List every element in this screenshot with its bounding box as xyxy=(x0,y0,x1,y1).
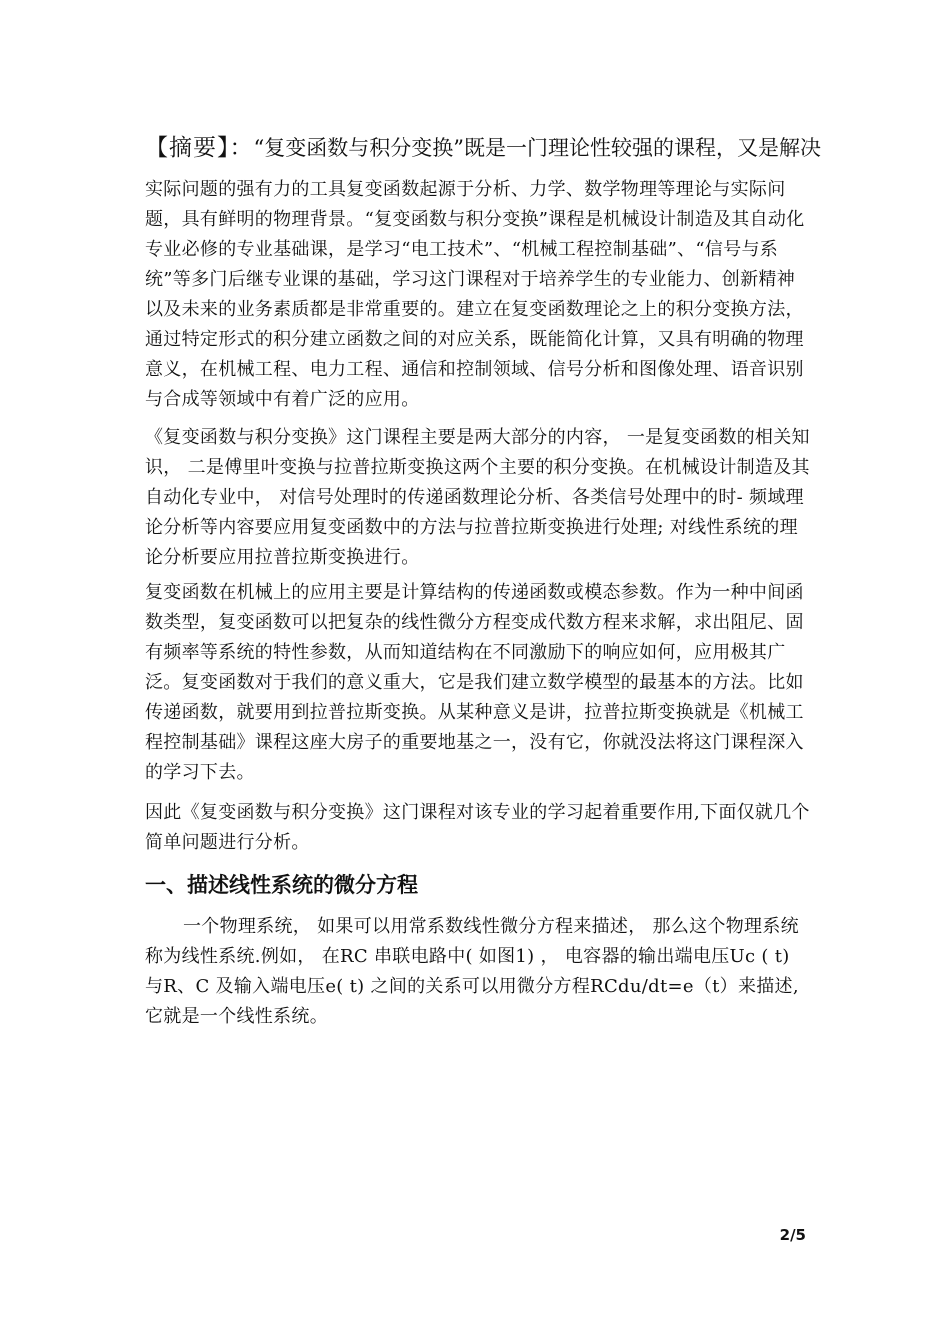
paragraph-mechanical-application: 复变函数在机械上的应用主要是计算结构的传递函数或模态参数。作为一种中间函数类型，复变函数可以把复杂的线性微分方程变成代数方程来求解，求出阻尼、固有频率等系统的特性参数，从而知道结构在不同激励下的响应如何，应用极其广泛。复变函数对于我们的意义重大，它是我们建立数学模型的最基本的方法。比如传递函数，就要用到拉普拉斯变换。从某种意义是讲，拉普拉斯变换就是《机械工程控制基础》课程这座大房子的重要地基之一，没有它，你就没法将这门课程深入的学习下去。 xyxy=(145,582,804,783)
abstract-first-line xyxy=(145,133,821,163)
abstract-body: 实际问题的强有力的工具复变函数起源于分析、力学、数学物理等理论与实际问题，具有鲜明的物理背景。“复变函数与积分变换”课程是机械设计制造及其自动化专业必修的专业基础课，是学习“电工技术”、“机械工程控制基础”、“信号与系统”等多门后继专业课的基础，学习这门课程对于培养学生的专业能力、创新精神以及未来的业务素质都是非常重要的。建立在复变函数理论之上的积分变换方法，通过特定形式的积分建立函数之间的对应关系，既能简化计算，又具有明确的物理意义，在机械工程、电力工程、通信和控制领域、信号分析和图像处理、语音识别与合成等领域中有着广泛的应用。 xyxy=(145,179,805,410)
section-body: 一个物理系统， 如果可以用常系数线性微分方程来描述， 那么这个物理系统称为线性系统.例如， 在RC 串联电路中( 如图1) ， 电容器的输出端电压Uc ( t) 与R、C 及输入端电压e( t) 之间的关系可以用微分方程RCdu/dt=e（t）来描述,它就是一个线性系统。 xyxy=(145,916,799,1027)
abstract-first-line-text: “复变函数与积分变换”既是一门理论性较强的课程，又是解决 xyxy=(253,136,821,160)
paragraph-conclusion: 因此《复变函数与积分变换》这门课程对该专业的学习起着重要作用,下面仅就几个简单问题进行分析。 xyxy=(145,802,810,853)
page-number: 2/5 xyxy=(779,1226,806,1244)
paragraph-course-content: 《复变函数与积分变换》这门课程主要是两大部分的内容， 一是复变函数的相关知识， 二是傅里叶变换与拉普拉斯变换这两个主要的积分变换。在机械设计制造及其自动化专业中， 对信号处理时的传递函数理论分析、各类信号处理中的时- 频域理论分析等内容要应用复变函数中的方法与拉普拉斯变换进行处理; 对线性系统的理论分析要应用拉普拉斯变换进行。 xyxy=(145,427,810,568)
section-heading: 一、描述线性系统的微分方程 xyxy=(145,873,418,897)
abstract-label: 【摘要】： xyxy=(145,135,254,161)
